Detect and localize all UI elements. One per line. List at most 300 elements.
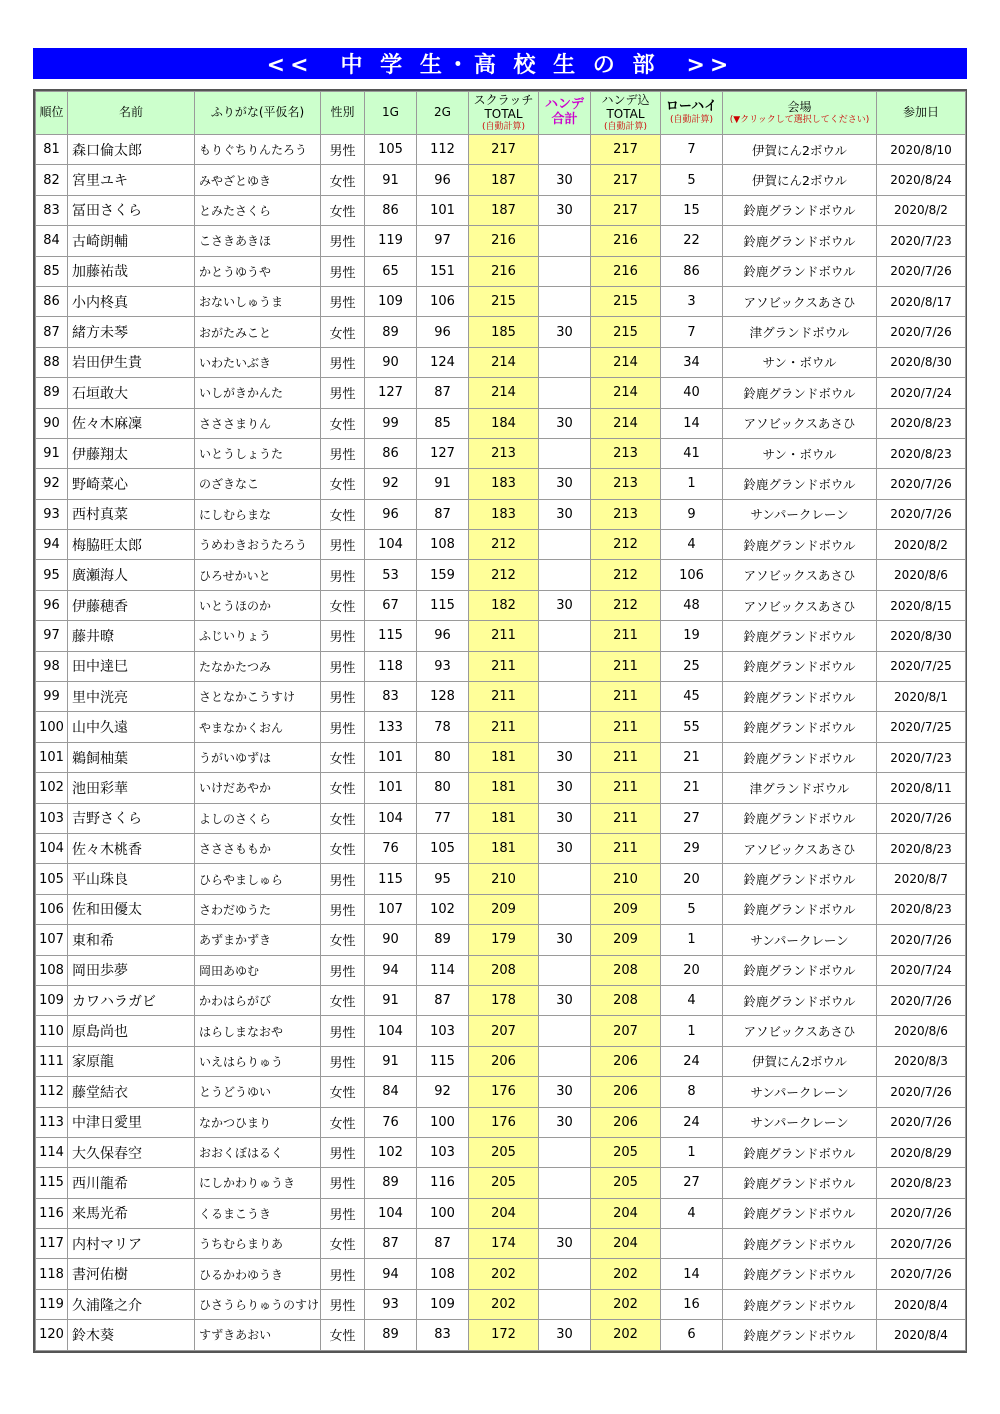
handicap-total-cell: 216 [591,226,661,256]
venue-cell[interactable]: 鈴鹿グランドボウル [723,864,877,894]
furigana-cell: にしむらまな [195,499,321,529]
scratch-total-cell: 210 [469,864,539,894]
header-hdcp-total-label2: TOTAL [606,106,645,121]
scratch-total-cell: 212 [469,560,539,590]
date-cell: 2020/8/2 [877,195,966,225]
scratch-total-cell: 181 [469,773,539,803]
name-cell: 来馬光希 [68,1198,195,1228]
gender-cell: 男性 [321,1137,365,1167]
handicap-cell: 30 [539,1107,591,1137]
venue-cell[interactable]: 鈴鹿グランドボウル [723,226,877,256]
table-row [36,408,966,438]
handicap-total-cell: 213 [591,438,661,468]
rank-cell: 111 [36,1046,68,1076]
gender-cell: 女性 [321,833,365,863]
handicap-total-cell: 208 [591,955,661,985]
venue-cell[interactable]: 鈴鹿グランドボウル [723,712,877,742]
header-handicap-line2: 合計 [551,112,578,127]
name-cell: 野崎菜心 [68,469,195,499]
gender-cell: 女性 [321,1107,365,1137]
scratch-total-cell: 183 [469,469,539,499]
handicap-cell [539,1168,591,1198]
gender-cell: 男性 [321,347,365,377]
rank-cell: 104 [36,833,68,863]
date-cell: 2020/7/25 [877,651,966,681]
gender-cell: 男性 [321,955,365,985]
handicap-total-cell: 211 [591,742,661,772]
game2-cell: 89 [417,925,469,955]
date-cell: 2020/7/26 [877,1077,966,1107]
gender-cell: 男性 [321,1198,365,1228]
game1-cell: 65 [365,256,417,286]
venue-cell[interactable]: 伊賀にん2ボウル [723,165,877,195]
name-cell: 梅脇旺太郎 [68,530,195,560]
venue-cell[interactable]: 鈴鹿グランドボウル [723,955,877,985]
header-hdcp-total-label1: ハンデ込 [601,93,650,108]
venue-cell[interactable]: アソビックスあさひ [723,408,877,438]
handicap-total-cell: 206 [591,1077,661,1107]
game2-cell: 96 [417,165,469,195]
gender-cell: 女性 [321,469,365,499]
table-row [36,894,966,924]
name-cell: 東和希 [68,925,195,955]
game2-cell: 78 [417,712,469,742]
furigana-cell: ふじいりょう [195,621,321,651]
lowhigh-cell: 5 [661,165,723,195]
scratch-total-cell: 179 [469,925,539,955]
rank-cell: 90 [36,408,68,438]
game1-cell: 53 [365,560,417,590]
game2-cell: 96 [417,317,469,347]
handicap-cell: 30 [539,925,591,955]
furigana-cell: 岡田あゆむ [195,955,321,985]
date-cell: 2020/8/23 [877,1168,966,1198]
handicap-total-cell: 215 [591,317,661,347]
date-cell: 2020/8/23 [877,833,966,863]
venue-cell[interactable]: 鈴鹿グランドボウル [723,894,877,924]
scratch-total-cell: 174 [469,1229,539,1259]
rank-cell: 84 [36,226,68,256]
game1-cell: 67 [365,590,417,620]
handicap-total-cell: 211 [591,833,661,863]
venue-cell[interactable]: 鈴鹿グランドボウル [723,1137,877,1167]
lowhigh-cell: 3 [661,286,723,316]
rank-cell: 81 [36,135,68,165]
date-cell: 2020/7/26 [877,1229,966,1259]
handicap-total-cell: 206 [591,1046,661,1076]
scratch-total-cell: 176 [469,1107,539,1137]
furigana-cell: さささももか [195,833,321,863]
header-row [36,92,966,135]
handicap-cell [539,1198,591,1228]
gender-cell: 女性 [321,1229,365,1259]
game1-cell: 118 [365,651,417,681]
furigana-cell: ひろせかいと [195,560,321,590]
gender-cell: 女性 [321,195,365,225]
header-lowhigh [661,92,723,135]
handicap-total-cell: 211 [591,682,661,712]
scratch-total-cell: 187 [469,195,539,225]
header-furigana: ふりがな(平仮名) [195,92,321,135]
game2-cell: 87 [417,1229,469,1259]
table-row [36,590,966,620]
name-cell: 伊藤翔太 [68,438,195,468]
furigana-cell: いとうしょうた [195,438,321,468]
game1-cell: 91 [365,1046,417,1076]
date-cell: 2020/7/24 [877,955,966,985]
table-row [36,621,966,651]
game2-cell: 103 [417,1016,469,1046]
venue-cell[interactable]: 鈴鹿グランドボウル [723,469,877,499]
name-cell: 岩田伊生貴 [68,347,195,377]
game2-cell: 151 [417,256,469,286]
name-cell: 大久保春空 [68,1137,195,1167]
game2-cell: 106 [417,286,469,316]
furigana-cell: やまなかくおん [195,712,321,742]
table-row [36,286,966,316]
venue-cell[interactable]: 津グランドボウル [723,317,877,347]
name-cell: 緒方未琴 [68,317,195,347]
lowhigh-cell: 14 [661,408,723,438]
venue-cell[interactable]: 鈴鹿グランドボウル [723,1259,877,1289]
header-scratch-note: (自動計算) [481,121,526,132]
furigana-cell: おおくぼはるく [195,1137,321,1167]
scratch-total-cell: 205 [469,1137,539,1167]
handicap-total-cell: 211 [591,651,661,681]
venue-cell[interactable]: サンパークレーン [723,1077,877,1107]
game2-cell: 103 [417,1137,469,1167]
venue-cell[interactable]: 鈴鹿グランドボウル [723,1168,877,1198]
name-cell: 山中久遠 [68,712,195,742]
rank-cell: 101 [36,742,68,772]
handicap-total-cell: 209 [591,894,661,924]
furigana-cell: いえはらりゅう [195,1046,321,1076]
date-cell: 2020/7/26 [877,1198,966,1228]
game1-cell: 87 [365,1229,417,1259]
venue-cell[interactable]: アソビックスあさひ [723,560,877,590]
handicap-cell [539,1289,591,1319]
rank-cell: 100 [36,712,68,742]
table-row [36,317,966,347]
gender-cell: 女性 [321,1320,365,1350]
header-rank: 順位 [36,92,68,135]
lowhigh-cell: 1 [661,469,723,499]
venue-cell[interactable]: 鈴鹿グランドボウル [723,682,877,712]
venue-cell[interactable]: 鈴鹿グランドボウル [723,985,877,1015]
table-row [36,742,966,772]
name-cell: 内村マリア [68,1229,195,1259]
lowhigh-cell: 7 [661,135,723,165]
venue-cell[interactable]: サンパークレーン [723,925,877,955]
rank-cell: 106 [36,894,68,924]
rank-cell: 105 [36,864,68,894]
furigana-cell: はらしまなおや [195,1016,321,1046]
game2-cell: 87 [417,499,469,529]
name-cell: 吉野さくら [68,803,195,833]
gender-cell: 女性 [321,590,365,620]
handicap-total-cell: 217 [591,135,661,165]
venue-cell[interactable]: アソビックスあさひ [723,833,877,863]
header-handicap [539,92,591,135]
gender-cell: 男性 [321,1289,365,1319]
scratch-total-cell: 211 [469,621,539,651]
game2-cell: 109 [417,1289,469,1319]
furigana-cell: うめわきおうたろう [195,530,321,560]
game2-cell: 108 [417,1259,469,1289]
furigana-cell: さささまりん [195,408,321,438]
handicap-cell [539,651,591,681]
game1-cell: 93 [365,1289,417,1319]
lowhigh-cell: 40 [661,378,723,408]
lowhigh-cell: 55 [661,712,723,742]
date-cell: 2020/8/2 [877,530,966,560]
handicap-cell: 30 [539,833,591,863]
gender-cell: 女性 [321,985,365,1015]
furigana-cell: くるまこうき [195,1198,321,1228]
game1-cell: 101 [365,742,417,772]
header-venue-note: (▼クリックして選択してください) [729,114,870,125]
furigana-cell: いけだあやか [195,773,321,803]
game1-cell: 119 [365,226,417,256]
game2-cell: 159 [417,560,469,590]
date-cell: 2020/8/17 [877,286,966,316]
gender-cell: 男性 [321,378,365,408]
scratch-total-cell: 187 [469,165,539,195]
date-cell: 2020/8/23 [877,894,966,924]
rank-cell: 88 [36,347,68,377]
gender-cell: 男性 [321,226,365,256]
scratch-total-cell: 208 [469,955,539,985]
handicap-cell: 30 [539,408,591,438]
rank-cell: 109 [36,985,68,1015]
game1-cell: 76 [365,833,417,863]
date-cell: 2020/7/26 [877,1259,966,1289]
gender-cell: 男性 [321,1046,365,1076]
name-cell: 久浦隆之介 [68,1289,195,1319]
table-row [36,1016,966,1046]
handicap-total-cell: 202 [591,1259,661,1289]
table-row [36,1229,966,1259]
name-cell: 藤堂結衣 [68,1077,195,1107]
name-cell: 原島尚也 [68,1016,195,1046]
date-cell: 2020/8/4 [877,1320,966,1350]
venue-cell[interactable]: サン・ボウル [723,347,877,377]
handicap-total-cell: 213 [591,469,661,499]
gender-cell: 男性 [321,894,365,924]
table-row [36,1259,966,1289]
venue-cell[interactable]: 鈴鹿グランドボウル [723,1198,877,1228]
name-cell: 佐々木桃香 [68,833,195,863]
lowhigh-cell: 34 [661,347,723,377]
lowhigh-cell: 14 [661,1259,723,1289]
furigana-cell: あずまかずき [195,925,321,955]
venue-cell[interactable]: 鈴鹿グランドボウル [723,742,877,772]
handicap-total-cell: 211 [591,621,661,651]
table-row [36,165,966,195]
table-row [36,560,966,590]
venue-cell[interactable]: 鈴鹿グランドボウル [723,195,877,225]
game1-cell: 83 [365,682,417,712]
rank-cell: 119 [36,1289,68,1319]
venue-cell[interactable]: 鈴鹿グランドボウル [723,1289,877,1319]
game1-cell: 105 [365,135,417,165]
gender-cell: 女性 [321,165,365,195]
scratch-total-cell: 202 [469,1259,539,1289]
game1-cell: 90 [365,925,417,955]
game2-cell: 115 [417,590,469,620]
rank-cell: 86 [36,286,68,316]
venue-cell[interactable]: アソビックスあさひ [723,286,877,316]
venue-cell[interactable]: 伊賀にん2ボウル [723,135,877,165]
game1-cell: 104 [365,803,417,833]
lowhigh-cell: 7 [661,317,723,347]
venue-cell[interactable]: サンパークレーン [723,499,877,529]
rank-cell: 107 [36,925,68,955]
venue-cell[interactable]: 鈴鹿グランドボウル [723,530,877,560]
scratch-total-cell: 217 [469,135,539,165]
handicap-cell: 30 [539,590,591,620]
name-cell: カワハラガビ [68,985,195,1015]
name-cell: 家原龍 [68,1046,195,1076]
table-row [36,1137,966,1167]
table-row [36,499,966,529]
rank-cell: 91 [36,438,68,468]
handicap-cell: 30 [539,1229,591,1259]
furigana-cell: いしがきかんた [195,378,321,408]
furigana-cell: ひさうらりゅうのすけ [195,1289,321,1319]
game2-cell: 100 [417,1198,469,1228]
lowhigh-cell: 9 [661,499,723,529]
lowhigh-cell: 24 [661,1107,723,1137]
handicap-total-cell: 216 [591,256,661,286]
game1-cell: 104 [365,1016,417,1046]
venue-cell[interactable]: 鈴鹿グランドボウル [723,256,877,286]
handicap-cell [539,347,591,377]
lowhigh-cell: 27 [661,803,723,833]
rank-cell: 110 [36,1016,68,1046]
table-row [36,864,966,894]
gender-cell: 男性 [321,864,365,894]
scratch-total-cell: 211 [469,651,539,681]
handicap-cell [539,560,591,590]
rank-cell: 116 [36,1198,68,1228]
venue-cell[interactable]: サン・ボウル [723,438,877,468]
date-cell: 2020/7/26 [877,803,966,833]
venue-cell[interactable]: 鈴鹿グランドボウル [723,378,877,408]
rank-cell: 103 [36,803,68,833]
table-row [36,195,966,225]
gender-cell: 女性 [321,803,365,833]
handicap-total-cell: 212 [591,590,661,620]
venue-cell[interactable]: 鈴鹿グランドボウル [723,621,877,651]
scratch-total-cell: 206 [469,1046,539,1076]
gender-cell: 男性 [321,438,365,468]
name-cell: 西川龍希 [68,1168,195,1198]
lowhigh-cell: 41 [661,438,723,468]
rank-cell: 99 [36,682,68,712]
handicap-total-cell: 215 [591,286,661,316]
venue-cell[interactable]: アソビックスあさひ [723,590,877,620]
venue-cell[interactable]: 鈴鹿グランドボウル [723,803,877,833]
gender-cell: 男性 [321,286,365,316]
venue-cell[interactable]: アソビックスあさひ [723,1016,877,1046]
rank-cell: 89 [36,378,68,408]
handicap-cell [539,1137,591,1167]
name-cell: 冨田さくら [68,195,195,225]
date-cell: 2020/8/4 [877,1289,966,1319]
gender-cell: 女性 [321,317,365,347]
lowhigh-cell: 19 [661,621,723,651]
lowhigh-cell: 48 [661,590,723,620]
handicap-total-cell: 214 [591,347,661,377]
furigana-cell: いわたいぶき [195,347,321,377]
page-title: << 中 学 生・高 校 生 の 部 >> [33,48,967,79]
lowhigh-cell: 6 [661,1320,723,1350]
game1-cell: 91 [365,165,417,195]
rank-cell: 120 [36,1320,68,1350]
table-row [36,803,966,833]
furigana-cell: にしかわりゅうき [195,1168,321,1198]
gender-cell: 男性 [321,712,365,742]
handicap-total-cell: 204 [591,1198,661,1228]
furigana-cell: ひるかわゆうき [195,1259,321,1289]
game2-cell: 95 [417,864,469,894]
venue-cell[interactable]: サンパークレーン [723,1107,877,1137]
venue-cell[interactable]: 鈴鹿グランドボウル [723,1229,877,1259]
rank-cell: 112 [36,1077,68,1107]
lowhigh-cell: 4 [661,1198,723,1228]
lowhigh-cell: 5 [661,894,723,924]
date-cell: 2020/8/29 [877,1137,966,1167]
furigana-cell: のざきなこ [195,469,321,499]
game1-cell: 102 [365,1137,417,1167]
rank-cell: 93 [36,499,68,529]
date-cell: 2020/8/6 [877,560,966,590]
table-row [36,1046,966,1076]
name-cell: 中津日愛里 [68,1107,195,1137]
date-cell: 2020/7/26 [877,256,966,286]
name-cell: 古崎朗輔 [68,226,195,256]
game1-cell: 94 [365,1259,417,1289]
handicap-cell [539,864,591,894]
gender-cell: 女性 [321,499,365,529]
date-cell: 2020/8/30 [877,347,966,377]
header-venue-label: 会場 [787,99,812,114]
game2-cell: 114 [417,955,469,985]
scratch-total-cell: 184 [469,408,539,438]
scratch-total-cell: 211 [469,712,539,742]
handicap-cell [539,1259,591,1289]
date-cell: 2020/7/26 [877,499,966,529]
lowhigh-cell: 1 [661,925,723,955]
furigana-cell: なかつひまり [195,1107,321,1137]
venue-cell[interactable]: 津グランドボウル [723,773,877,803]
venue-cell[interactable]: 鈴鹿グランドボウル [723,1320,877,1350]
table-row [36,651,966,681]
handicap-total-cell: 214 [591,408,661,438]
game2-cell: 115 [417,1046,469,1076]
handicap-total-cell: 209 [591,925,661,955]
rank-cell: 82 [36,165,68,195]
venue-cell[interactable]: 伊賀にん2ボウル [723,1046,877,1076]
handicap-cell [539,955,591,985]
lowhigh-cell: 27 [661,1168,723,1198]
game2-cell: 108 [417,530,469,560]
table-row [36,1198,966,1228]
furigana-cell: おないしゅうま [195,286,321,316]
handicap-cell [539,682,591,712]
venue-cell[interactable]: 鈴鹿グランドボウル [723,651,877,681]
